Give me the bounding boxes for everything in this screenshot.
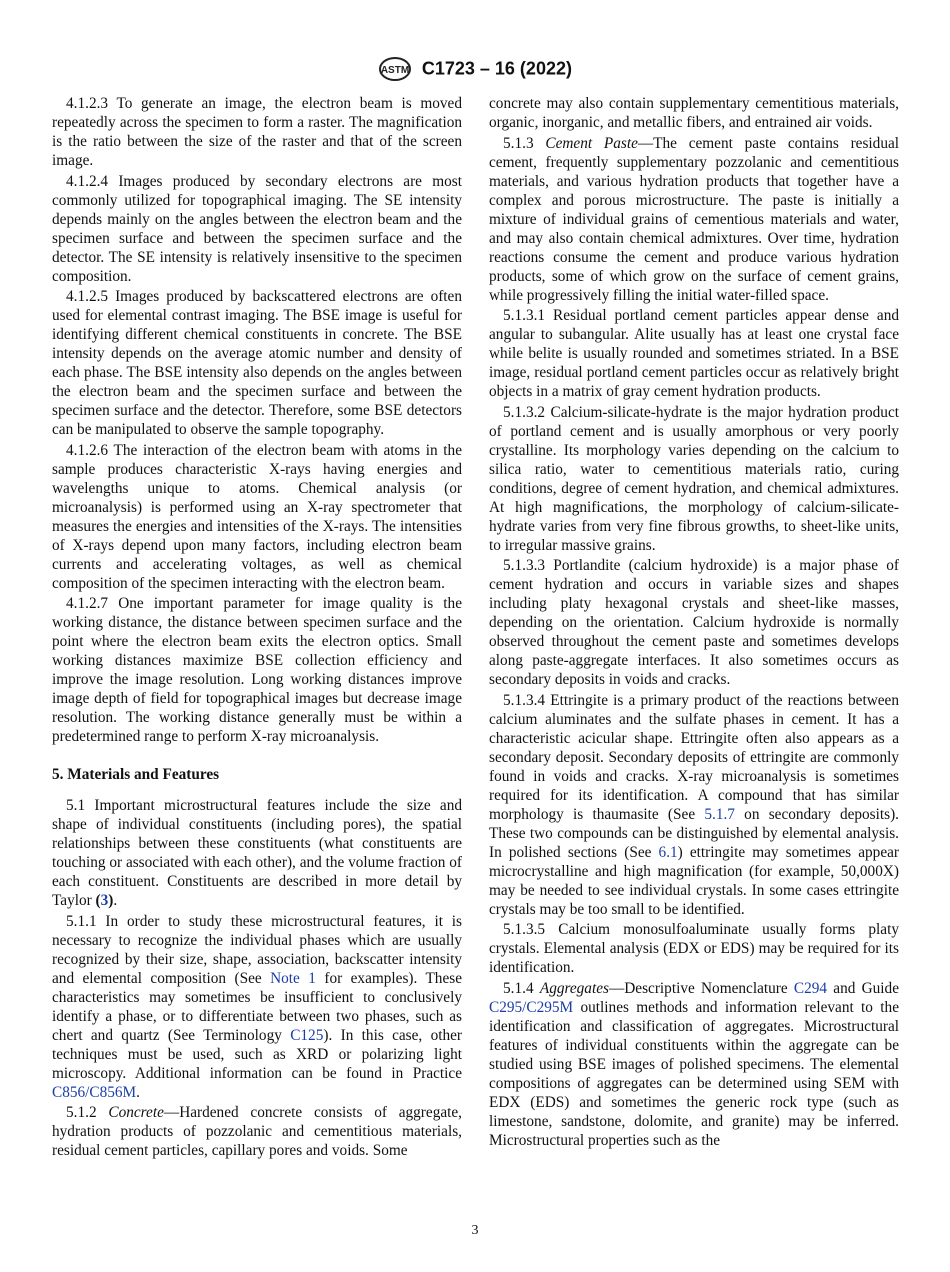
paragraph-4-1-2-3: 4.1.2.3 To generate an image, the electron beam is moved repeatedly across the specimen to form a raster. The magnification is the ratio between the size of the raster and that of the screen image. [52,95,462,169]
text: ) [108,892,114,909]
text: —Hardened concrete consists of aggregate, hydration products of pozzolanic and cementitious materials, residual cement particles, capillary pores and voids. Some [52,1104,462,1159]
subsection-title: Concrete [108,1104,164,1121]
text: on secondary deposits). These two compounds can be distinguished by elemental analysis. In polished sections (See [489,805,900,861]
c125-link[interactable]: C125 [290,1026,324,1044]
text: 5.1.4 [503,979,540,997]
paragraph-5-1-3-5: 5.1.3.5 Calcium monosulfoaluminate usually forms platy crystals. Elemental analysis (EDX or EDS) may be required for its identification. [489,921,899,976]
standard-designation: C1723 – 16 (2022) [421,58,572,79]
text: —Descriptive Nomenclature [608,979,794,997]
section-5-1-7-link[interactable]: 5.1.7 [704,805,735,823]
subsection-title: Cement Paste [545,134,638,152]
paragraph-4-1-2-6: 4.1.2.6 The interaction of the electron beam with atoms in the sample produces characteristic X-rays having energies and wavelengths unique to atoms. Chemical analysis (or microanalysis) is performed using an X-ray spectrometer that measures the energies and intensities of the X-rays. The intensities of X-rays depend upon many factors, including electron beam currents and accelerating voltages, as well as chemical composition of the specimen interacting with the electron beam. [52,441,462,592]
text: 5.1.2 [66,1104,109,1121]
paragraph-5-1-3 [489,134,899,305]
page-number: 3 [471,1223,479,1238]
note-1-link[interactable]: Note 1 [270,969,316,987]
paragraph-5-1-4 [489,979,899,1150]
text: 5.1.1 In order to study these microstructural features, it is necessary to recognize the individual phases which are usually recognized by their size, shape, association, backscatter intensity and elemental composition (See [52,912,462,987]
left-column [52,94,462,1162]
c294-link[interactable]: C294 [793,979,828,997]
text: outlines methods and information relevant to the identification and classification of aggregates. Microstructural features of individual constituents within the aggregate can be studied using BSE images of polished specimens. The elemental compositions of aggregates can be determined using SEM with EDX (EDS) and sometimes the generic rock type (such as limestone, sandstone, dolomite, and granite) may be inferred. Microstructural properties such as the [489,998,899,1149]
text: ) ettringite may sometimes appear microcrystalline and high magnification (for example, 50,000X) may be needed to see individual crystals. In some cases ettringite crystals may be too small to be identified. [489,843,900,918]
paragraph-5-1-2 [52,1103,462,1160]
paragraph-4-1-2-4: 4.1.2.4 Images produced by secondary electrons are most commonly utilized for topographical imaging. The SE intensity depends mainly on the angles between the electron beam and the specimen surface and between the specimen surface and the detector. The SE intensity is relatively insensitive to the specimen composition. [52,172,462,285]
paragraph-5-1 [52,796,462,910]
c295-link[interactable]: C295/C295M [489,998,574,1016]
reference-link-3[interactable]: 3 [100,892,109,909]
section-6-1-link[interactable]: 6.1 [658,843,678,861]
text: —The cement paste contains residual cement, frequently supplementary pozzolanic and cementitious materials, and various hydration products that together have a complex and porous microstructure. The paste is initially a mixture of individual grains of cementious materials and water, and may also contain chemical admixtures. Over time, hydration reactions consume the cement and produce various hydration products, some of which grow on the surface of cement grains, while progressively filling the initial water-filled space. [489,134,900,304]
text: ). In this case, other techniques must be used, such as XRD or polarizing light microscopy. Additional information can be found in Practice [52,1026,462,1082]
text: 5.1.3.4 Ettringite is a primary product of the reactions between calcium aluminates and the sulfate phases in cement. It has a characteristic acicular shape. Ettringite often also appears as a secondary deposit. Secondary deposits of ettringite are commonly found in voids and cracks. X-ray microanalysis is sometimes required for its identification. A compound that has similar morphology is thaumasite (See [489,691,899,823]
subsection-title: Aggregates [539,979,609,997]
paragraph-4-1-2-7: 4.1.2.7 One important parameter for image quality is the working distance, the distance between specimen surface and the point where the electron beam exits the electron optics. Small working distances maximize BSE collection efficiency and improve the image resolution. Long working distances improve image depth of field for topographical images but decrease image resolution. The working distance generally must be within a predetermined range to perform X-ray microanalysis. [52,595,462,745]
paragraph-5-1-3-2: 5.1.3.2 Calcium-silicate-hydrate is the major hydration product of portland cement and is usually amorphous or very poorly crystalline. Its morphology varies depending on the calcium to silica ratio, water to cementitious materials ratio, curing conditions, degree of cement hydration, and chemical admixtures. At high magnifications, the morphology of calcium-silicate-hydrate varies from very fine fibrous growths, to sheet-like units, to irregular massive grains. [489,403,899,554]
paragraph-5-1-3-3: 5.1.3.3 Portlandite (calcium hydroxide) is a major phase of cement hydration and occurs in variable sizes and shapes including platy hexagonal crystals and sheet-like masses, depending on the orientation. Calcium hydroxide is normally observed throughout the cement paste and sometimes develops along paste-aggregate interfaces. It also sometimes occurs as secondary deposits in voids and cracks. [489,557,899,688]
paragraph-4-1-2-5: 4.1.2.5 Images produced by backscattered electrons are often used for elemental contrast imaging. The BSE image is useful for identifying different chemical constituents in concrete. The BSE intensity depends on the average atomic number and density of each phase. The BSE intensity also depends on the angles between the electron beam and the specimen surface and between the specimen surface and the detector. Therefore, some BSE detectors can be manipulated to observe the sample topography. [52,288,462,438]
text: . [113,892,118,909]
right-column [489,94,899,1151]
svg-text:ASTM: ASTM [380,65,410,76]
section-heading: 5. Materials and Features [52,766,220,783]
text: ( [95,892,101,909]
text: 5.1 Important microstructural features include the size and shape of individual constituents (including pores), the spatial relationships between these constituents (what constituents are touching or associated with each other), and the volume fraction of each constituent. Constituents are described in more detail by Taylor [52,797,462,909]
text: and Guide [827,979,899,997]
paragraph-5-1-1 [52,912,462,1102]
text: 5.1.3 [503,134,546,152]
reference [96,892,114,909]
text: for examples). These characteristics may sometimes be insufficient to conclusively identify a phase, or to differentiate between two phases, such as chert and quartz (See Terminology [52,969,462,1044]
text: . [136,1083,140,1101]
paragraph-5-1-3-4 [489,691,899,919]
paragraph-5-1-3-1: 5.1.3.1 Residual portland cement particles appear dense and angular to subangular. Alite usually has at least one crystal face while belite is usually rounded and sometimes striated. In a BSE image, residual portland cement particles occur as relatively bright objects in a matrix of gray cement hydration products. [489,307,899,400]
paragraph-continued: concrete may also contain supplementary cementitious materials, organic, inorganic, and metallic fibers, and entrained air voids. [489,95,899,131]
astm-logo-icon [378,56,412,82]
c856-link[interactable]: C856/C856M [52,1083,137,1101]
page-header [0,56,950,82]
